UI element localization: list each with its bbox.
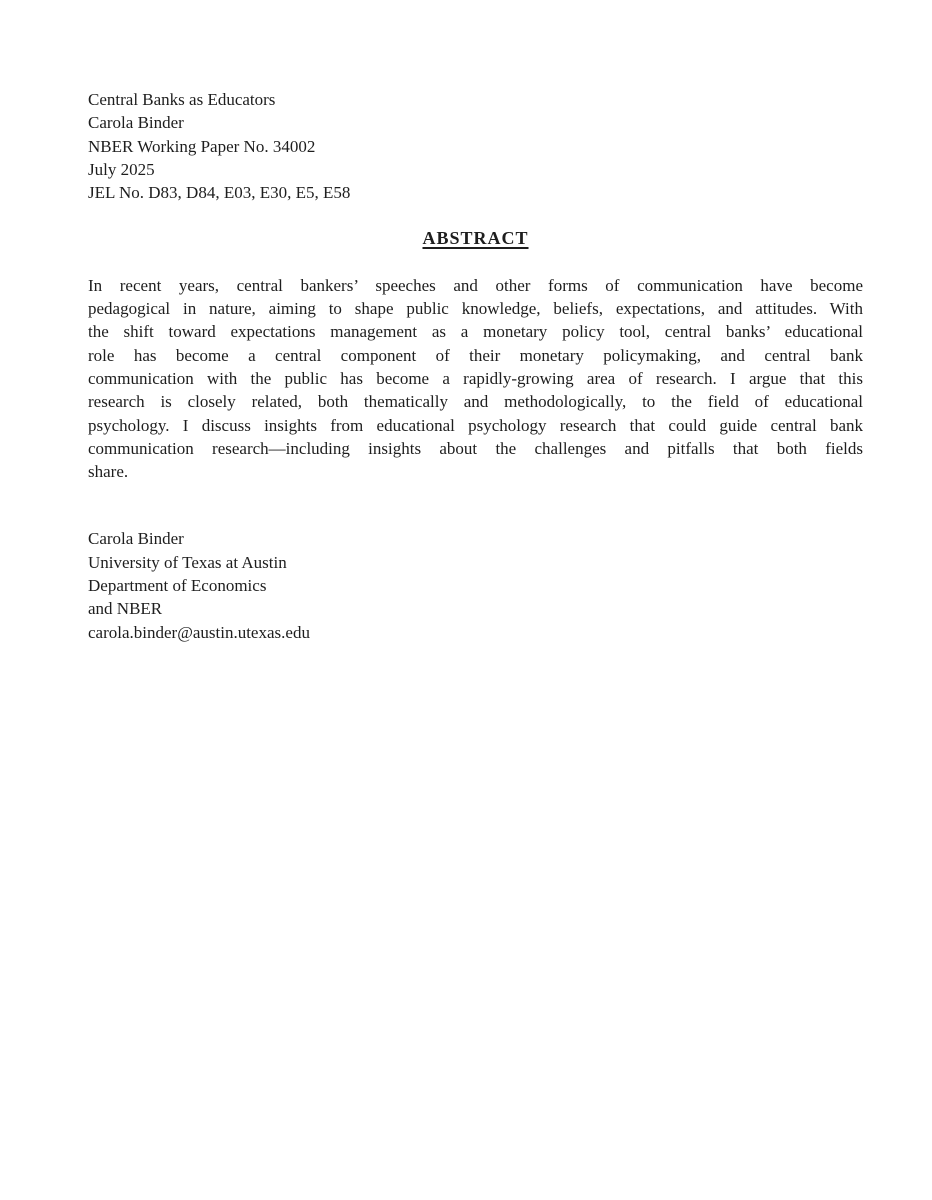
abstract-line: communication research—including insights about the challenges and pitfalls that both fields	[88, 438, 863, 458]
abstract-line: share.	[88, 462, 129, 482]
abstract-line: role has become a central component of their monetary policymaking, and central bank	[88, 345, 863, 365]
jel-codes: JEL No. D83, D84, E03, E30, E5, E58	[88, 183, 351, 203]
abstract-line: research is closely related, both thematically and methodologically, to the field of educational	[88, 392, 863, 412]
abstract-heading	[88, 227, 863, 250]
working-paper-number: NBER Working Paper No. 34002	[88, 136, 316, 156]
abstract-line: psychology. I discuss insights from educational psychology research that could guide central bank	[88, 415, 863, 435]
contact-department: Department of Economics	[88, 576, 267, 596]
contact-email: carola.binder@austin.utexas.edu	[88, 622, 310, 642]
abstract-line: the shift toward expectations management as a monetary policy tool, central banks’ educational	[88, 322, 863, 342]
abstract-heading-text: ABSTRACT	[422, 228, 529, 249]
contact-name: Carola Binder	[88, 529, 184, 549]
page-content	[88, 0, 863, 644]
abstract-line: In recent years, central bankers’ speeches and other forms of communication have become	[88, 275, 863, 295]
abstract-line: communication with the public has become a rapidly-growing area of research. I argue that this	[88, 368, 863, 388]
publication-date: July 2025	[88, 159, 155, 179]
abstract-paragraph	[88, 274, 863, 484]
author-contact-block	[88, 527, 863, 643]
paper-author: Carola Binder	[88, 113, 184, 133]
contact-affiliation: and NBER	[88, 599, 163, 619]
paper-title: Central Banks as Educators	[88, 90, 276, 109]
contact-university: University of Texas at Austin	[88, 552, 287, 572]
abstract-line: pedagogical in nature, aiming to shape public knowledge, beliefs, expectations, and attitudes. With	[88, 299, 863, 319]
paper-header	[88, 0, 863, 204]
